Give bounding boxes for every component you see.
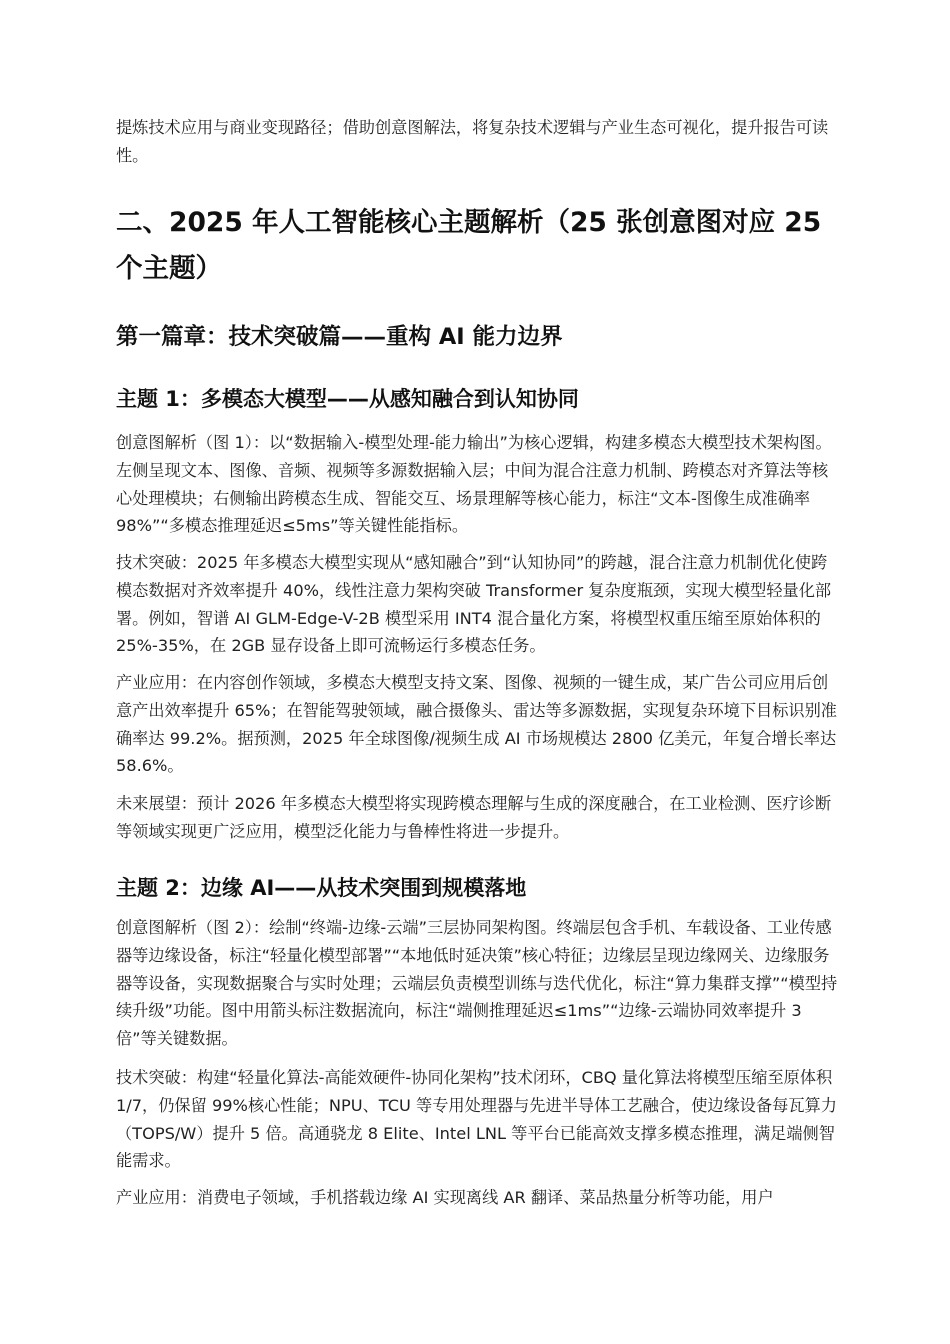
paragraph: 未来展望：预计 2026 年多模态大模型将实现跨模态理解与生成的深度融合，在工业检测、医疗诊断等领域实现更广泛应用，模型泛化能力与鲁棒性将进一步提升。	[116, 794, 832, 841]
paragraph: 创意图解析（图 1）：以“数据输入-模型处理-能力输出”为核心逻辑，构建多模态大模型技术架构图。左侧呈现文本、图像、音频、视频等多源数据输入层；中间为混合注意力机制、跨模态对齐算法等核心处理模块；右侧输出跨模态生成、智能交互、场景理解等核心能力，标注“文本-图像生成准确率 98%”“多模态推理延迟≤5ms”等关键性能指标。	[116, 433, 832, 536]
topic-1-industry-paragraph	[116, 669, 838, 780]
topic-2-title: 主题 2：边缘 AI——从技术突围到规模落地	[116, 876, 527, 900]
topic-2-industry-paragraph	[116, 1184, 838, 1212]
paragraph: 创意图解析（图 2）：绘制“终端-边缘-云端”三层协同架构图。终端层包含手机、车载设备、工业传感器等边缘设备，标注“轻量化模型部署”“本地低时延决策”核心特征；边缘层呈现边缘网关、边缘服务器等设备，实现数据聚合与实时处理；云端层负责模型训练与迭代优化，标注“算力集群支撑”“模型持续升级”功能。图中用箭头标注数据流向，标注“端侧推理延迟≤1ms”“边缘-云端协同效率提升 3 倍”等关键数据。	[116, 918, 838, 1049]
topic-1-title: 主题 1：多模态大模型——从感知融合到认知协同	[116, 387, 579, 411]
topic-1-tech-paragraph	[116, 549, 838, 660]
intro-paragraph: 提炼技术应用与商业变现路径；借助创意图解法，将复杂技术逻辑与产业生态可视化，提升报告可读性。	[116, 118, 829, 165]
topic-1-outlook-paragraph	[116, 790, 838, 846]
chapter-title: 第一篇章：技术突破篇——重构 AI 能力边界	[116, 324, 563, 350]
paragraph: 技术突破：构建“轻量化算法-高能效硬件-协同化架构”技术闭环，CBQ 量化算法将模型压缩至原体积 1/7，仍保留 99%核心性能；NPU、TCU 等专用处理器与先进半导体工艺融合，使边缘设备每瓦算力（TOPS/W）提升 5 倍。高通骁龙 8 Elite、Intel LNL 等平台已能高效支撑多模态推理，满足端侧智能需求。	[116, 1068, 837, 1171]
paragraph: 产业应用：在内容创作领域，多模态大模型支持文案、图像、视频的一键生成，某广告公司应用后创意产出效率提升 65%；在智能驾驶领域，融合摄像头、雷达等多源数据，实现复杂环境下目标识别准确率达 99.2%。据预测，2025 年全球图像/视频生成 AI 市场规模达 2800 亿美元，年复合增长率达 58.6%。	[116, 673, 837, 776]
topic-2-tech-paragraph	[116, 1064, 838, 1175]
paragraph: 技术突破：2025 年多模态大模型实现从“感知融合”到“认知协同”的跨越，混合注意力机制优化使跨模态数据对齐效率提升 40%，线性注意力架构突破 Transformer 复杂度瓶颈，实现大模型轻量化部署。例如，智谱 AI GLM-Edge-V-2B 模型采用 INT4 混合量化方案，将模型权重压缩至原始体积的 25%-35%，在 2GB 显存设备上即可流畅运行多模态任务。	[116, 553, 832, 656]
paragraph: 产业应用：消费电子领域，手机搭载边缘 AI 实现离线 AR 翻译、菜品热量分析等功能，用户	[116, 1188, 774, 1207]
topic-1-diagram-paragraph	[116, 429, 838, 540]
topic-2-diagram-paragraph	[116, 914, 838, 1053]
section-title: 二、2025 年人工智能核心主题解析（25 张创意图对应 25 个主题）	[116, 207, 822, 284]
